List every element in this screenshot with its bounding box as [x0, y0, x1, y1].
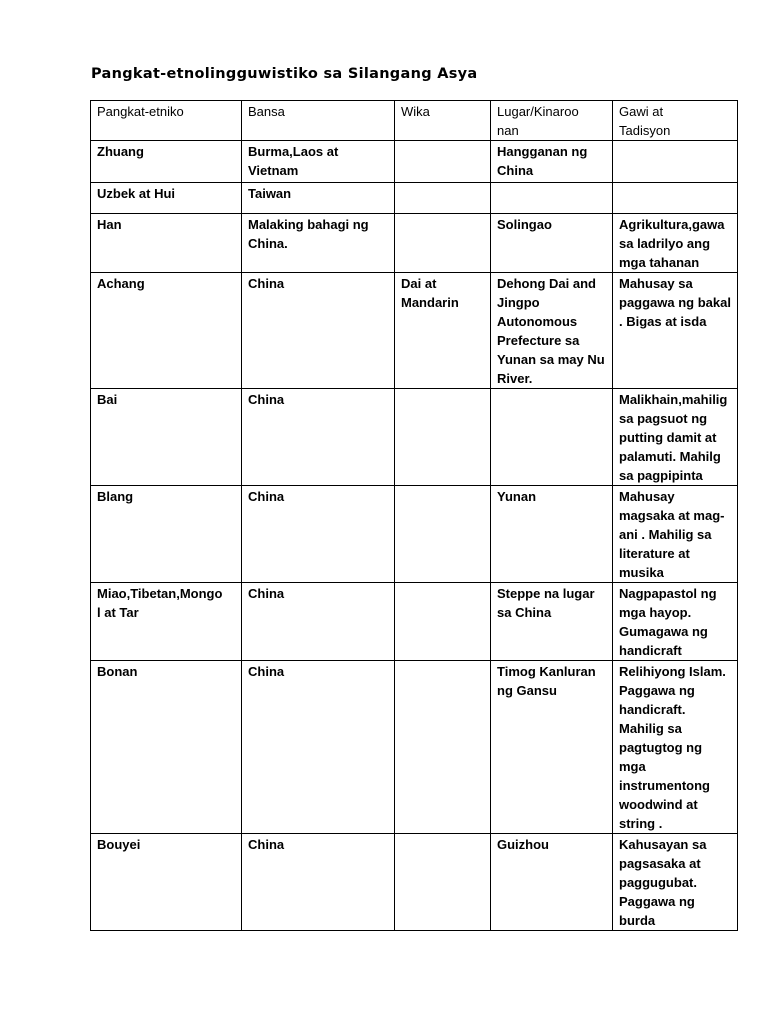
table-cell: Blang: [91, 486, 242, 583]
table-cell: Hangganan ng China: [491, 141, 613, 183]
table-row: [91, 214, 738, 273]
table-cell: [395, 141, 491, 183]
table-cell: [395, 389, 491, 486]
table-cell: Mahusay sa paggawa ng bakal . Bigas at isda: [613, 273, 738, 389]
table-cell: China: [242, 583, 395, 661]
table-row: [91, 141, 738, 183]
table-row: [91, 486, 738, 583]
table-cell: China: [242, 486, 395, 583]
table-row: [91, 583, 738, 661]
table-cell: Han: [91, 214, 242, 273]
header-cell-pangkat-etniko: Pangkat-etniko: [91, 101, 242, 141]
table-cell: [613, 183, 738, 214]
table-cell: Solingao: [491, 214, 613, 273]
table-cell: Mahusay magsaka at mag- ani . Mahilig sa literature at musika: [613, 486, 738, 583]
table-cell: Uzbek at Hui: [91, 183, 242, 214]
table-cell: Taiwan: [242, 183, 395, 214]
table-row: [91, 273, 738, 389]
table-cell: Nagpapastol ng mga hayop. Gumagawa ng handicraft: [613, 583, 738, 661]
table-cell: Miao,Tibetan,Mongo l at Tar: [91, 583, 242, 661]
table-cell: China: [242, 834, 395, 931]
table-cell: Bonan: [91, 661, 242, 834]
table-row: [91, 661, 738, 834]
table-header-row: [91, 101, 738, 141]
table-cell: Achang: [91, 273, 242, 389]
table-cell: Kahusayan sa pagsasaka at paggugubat. Paggawa ng burda: [613, 834, 738, 931]
table-cell: Timog Kanluran ng Gansu: [491, 661, 613, 834]
header-cell-bansa: Bansa: [242, 101, 395, 141]
table-cell: Agrikultura,gawa sa ladrilyo ang mga tahanan: [613, 214, 738, 273]
table-cell: Steppe na lugar sa China: [491, 583, 613, 661]
table-cell: Dai at Mandarin: [395, 273, 491, 389]
table-cell: [491, 389, 613, 486]
table-cell: Zhuang: [91, 141, 242, 183]
header-cell-wika: Wika: [395, 101, 491, 141]
table-cell: China: [242, 661, 395, 834]
header-cell-lugar: Lugar/Kinaroo nan: [491, 101, 613, 141]
table-cell: Bai: [91, 389, 242, 486]
table-cell: Malikhain,mahilig sa pagsuot ng putting damit at palamuti. Mahilg sa pagpipinta: [613, 389, 738, 486]
table-cell: Malaking bahagi ng China.: [242, 214, 395, 273]
table-cell: Dehong Dai and Jingpo Autonomous Prefecture sa Yunan sa may Nu River.: [491, 273, 613, 389]
table-cell: [395, 214, 491, 273]
document-title: Pangkat-etnolingguwistiko sa Silangang Asya: [91, 66, 478, 82]
table-row: [91, 183, 738, 214]
table-cell: [395, 183, 491, 214]
ethnolinguistic-table: [90, 100, 738, 931]
table-cell: Relihiyong Islam. Paggawa ng handicraft. Mahilig sa pagtugtog ng mga instrumentong woodwind at string .: [613, 661, 738, 834]
table-cell: [395, 834, 491, 931]
table-cell: Guizhou: [491, 834, 613, 931]
table-cell: Yunan: [491, 486, 613, 583]
table-cell: Bouyei: [91, 834, 242, 931]
table-cell: China: [242, 389, 395, 486]
table-cell: [395, 661, 491, 834]
table-cell: [491, 183, 613, 214]
table-cell: [613, 141, 738, 183]
table-cell: [395, 583, 491, 661]
table-cell: Burma,Laos at Vietnam: [242, 141, 395, 183]
table-row: [91, 834, 738, 931]
table-cell: [395, 486, 491, 583]
table-row: [91, 389, 738, 486]
header-cell-gawi: Gawi at Tadisyon: [613, 101, 738, 141]
table-cell: China: [242, 273, 395, 389]
